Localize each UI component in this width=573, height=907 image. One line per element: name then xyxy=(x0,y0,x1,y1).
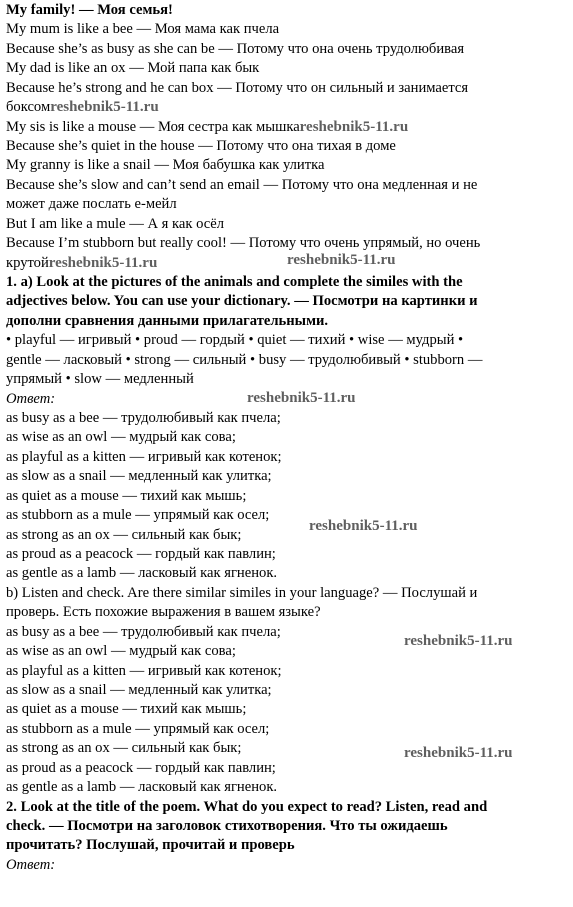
watermark: reshebnik5-11.ru xyxy=(309,518,418,534)
line-text: b) Listen and check. Are there similar similes in your language? — Послушай и xyxy=(6,584,478,601)
text-line xyxy=(6,817,571,836)
text-line xyxy=(6,836,571,855)
text-line xyxy=(6,526,571,545)
line-text: Because she’s slow and can’t send an email — Потому что она медленная и не xyxy=(6,176,478,193)
text-line xyxy=(6,118,571,137)
line-text: • playful — игривый • proud — гордый • quiet — тихий • wise — мудрый • xyxy=(6,332,464,349)
line-text: as proud as a peacock — гордый как павлин; xyxy=(6,546,276,563)
line-text: Because he’s strong and he can box — Потому что он сильный и занимается xyxy=(6,79,469,96)
line-text: as gentle as a lamb — ласковый как ягненок. xyxy=(6,779,278,796)
text-line xyxy=(6,545,571,564)
text-line xyxy=(6,487,571,506)
line-text: 2. Look at the title of the poem. What do you expect to read? Listen, read and xyxy=(6,798,488,815)
text-line xyxy=(6,370,571,389)
line-text: as proud as a peacock — гордый как павлин; xyxy=(6,759,276,776)
text-line xyxy=(6,195,571,214)
watermark: reshebnik5-11.ru xyxy=(404,745,513,761)
text-line xyxy=(6,1,571,20)
line-text: as strong as an ox — сильный как бык; xyxy=(6,740,242,757)
watermark: reshebnik5-11.ru xyxy=(299,118,409,135)
text-line xyxy=(6,798,571,817)
text-line xyxy=(6,351,571,370)
text-line xyxy=(6,506,571,525)
text-line xyxy=(6,428,571,447)
line-text: упрямый • slow — медленный xyxy=(6,371,194,388)
line-text: as playful as a kitten — игривый как котенок; xyxy=(6,662,282,679)
text-line xyxy=(6,137,571,156)
text-line xyxy=(6,292,571,311)
line-text: as wise as an owl — мудрый как сова; xyxy=(6,429,236,446)
line-text: as stubborn as a mule — упрямый как осел; xyxy=(6,507,270,524)
line-text: My sis is like a mouse — Моя сестра как мышка xyxy=(6,118,300,135)
line-text: as gentle as a lamb — ласковый как ягненок. xyxy=(6,565,278,582)
line-text: My dad is like an ox — Мой папа как бык xyxy=(6,60,260,77)
line-text: My family! — Моя семья! xyxy=(6,2,173,18)
line-text: крутой xyxy=(6,254,49,271)
text-line xyxy=(6,273,571,292)
text-line xyxy=(6,409,571,428)
line-text: check. — Посмотри на заголовок стихотворения. Что ты ожидаешь xyxy=(6,818,448,835)
text-line xyxy=(6,603,571,622)
text-line xyxy=(6,584,571,603)
watermark: reshebnik5-11.ru xyxy=(48,254,158,271)
line-text: Ответ: xyxy=(6,856,56,873)
line-text: gentle — ласковый • strong — сильный • busy — трудолюбивый • stubborn — xyxy=(6,351,483,368)
line-text: может даже послать е-мейл xyxy=(6,196,177,213)
line-text: Because she’s quiet in the house — Потому что она тихая в доме xyxy=(6,138,396,154)
text-line xyxy=(6,59,571,78)
line-text: прочитать? Послушай, прочитай и проверь xyxy=(6,837,295,854)
line-text: as quiet as a mouse — тихий как мышь; xyxy=(6,701,247,718)
line-text: проверь. Есть похожие выражения в вашем языке? xyxy=(6,604,321,621)
line-text: as busy as a bee — трудолюбивый как пчела; xyxy=(6,410,281,427)
watermark: reshebnik5-11.ru xyxy=(50,99,159,116)
watermark: reshebnik5-11.ru xyxy=(287,252,396,268)
text-line xyxy=(6,312,571,331)
line-text: as busy as a bee — трудолюбивый как пчела; xyxy=(6,623,281,640)
text-line xyxy=(6,720,571,739)
text-line xyxy=(6,20,571,39)
text-line xyxy=(6,856,571,875)
line-text: 1. a) Look at the pictures of the animals and complete the similes with the xyxy=(6,274,463,291)
watermark: reshebnik5-11.ru xyxy=(247,390,356,406)
line-text: боксом xyxy=(6,99,51,116)
line-text: as quiet as a mouse — тихий как мышь; xyxy=(6,487,247,504)
text-line xyxy=(6,215,571,234)
line-text: as slow as a snail — медленный как улитка; xyxy=(6,468,272,485)
text-line xyxy=(6,700,571,719)
text-line xyxy=(6,176,571,195)
line-text: as playful as a kitten — игривый как котенок; xyxy=(6,448,282,465)
line-text: But I am like a mule — А я как осёл xyxy=(6,215,224,232)
line-text: Because she’s as busy as she can be — Потому что она очень трудолюбивая xyxy=(6,40,465,57)
line-text: My granny is like a snail — Моя бабушка как улитка xyxy=(6,157,325,174)
line-text: as strong as an ox — сильный как бык; xyxy=(6,526,242,543)
text-line xyxy=(6,681,571,700)
line-text: My mum is like a bee — Моя мама как пчела xyxy=(6,21,280,38)
line-text: Ответ: xyxy=(6,390,56,407)
line-text: adjectives below. You can use your dictionary. — Посмотри на картинки и xyxy=(6,293,478,310)
text-line xyxy=(6,331,571,350)
text-line xyxy=(6,234,571,253)
line-text: Because I’m stubborn but really cool! — Потому что очень упрямый, но очень xyxy=(6,235,481,252)
text-line xyxy=(6,98,571,117)
text-line xyxy=(6,564,571,583)
text-line xyxy=(6,79,571,98)
watermark: reshebnik5-11.ru xyxy=(404,633,513,649)
line-text: as stubborn as a mule — упрямый как осел; xyxy=(6,720,270,737)
text-line xyxy=(6,467,571,486)
line-text: as slow as a snail — медленный как улитка; xyxy=(6,682,272,699)
text-line xyxy=(6,40,571,59)
line-text: дополни сравнения данными прилагательными. xyxy=(6,312,329,329)
text-line xyxy=(6,448,571,467)
text-line xyxy=(6,778,571,797)
text-line xyxy=(6,156,571,175)
text-line xyxy=(6,662,571,681)
line-text: as wise as an owl — мудрый как сова; xyxy=(6,643,236,660)
